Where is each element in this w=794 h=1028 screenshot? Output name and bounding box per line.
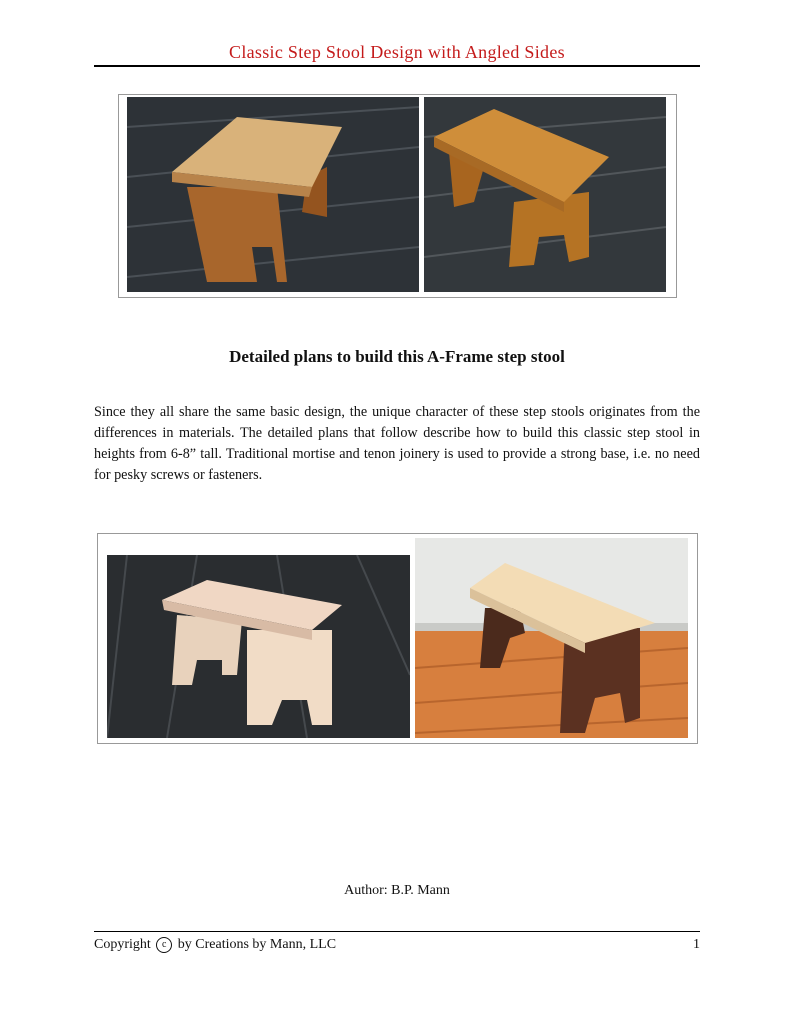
copyright-prefix: Copyright (94, 937, 151, 953)
copyright-owner: by Creations by Mann, LLC (177, 937, 337, 953)
footer-rule (94, 931, 700, 932)
page-title: Classic Step Stool Design with Angled Sides (229, 42, 565, 62)
section-heading: Detailed plans to build this A-Frame step stool (229, 347, 565, 366)
photo-oak-stool-amber (424, 97, 666, 292)
header-rule (94, 65, 700, 67)
photo-maple-walnut-stool (415, 538, 688, 738)
intro-paragraph: Since they all share the same basic design, the unique character of these step stools originates from the differences in materials. The detailed plans that follow describe how to build this classic step stool in heights from 6-8” tall. Traditional mortise and tenon joinery is used to provide a strong base, i.e. no need for pesky screws or fasteners. (94, 404, 700, 483)
copyright-notice (94, 937, 336, 953)
copyright-icon: c (156, 937, 172, 953)
page-number: 1 (693, 937, 700, 952)
photo-maple-stool (107, 555, 410, 738)
photo-oak-stool-light (127, 97, 419, 292)
author-line: Author: B.P. Mann (344, 883, 450, 898)
